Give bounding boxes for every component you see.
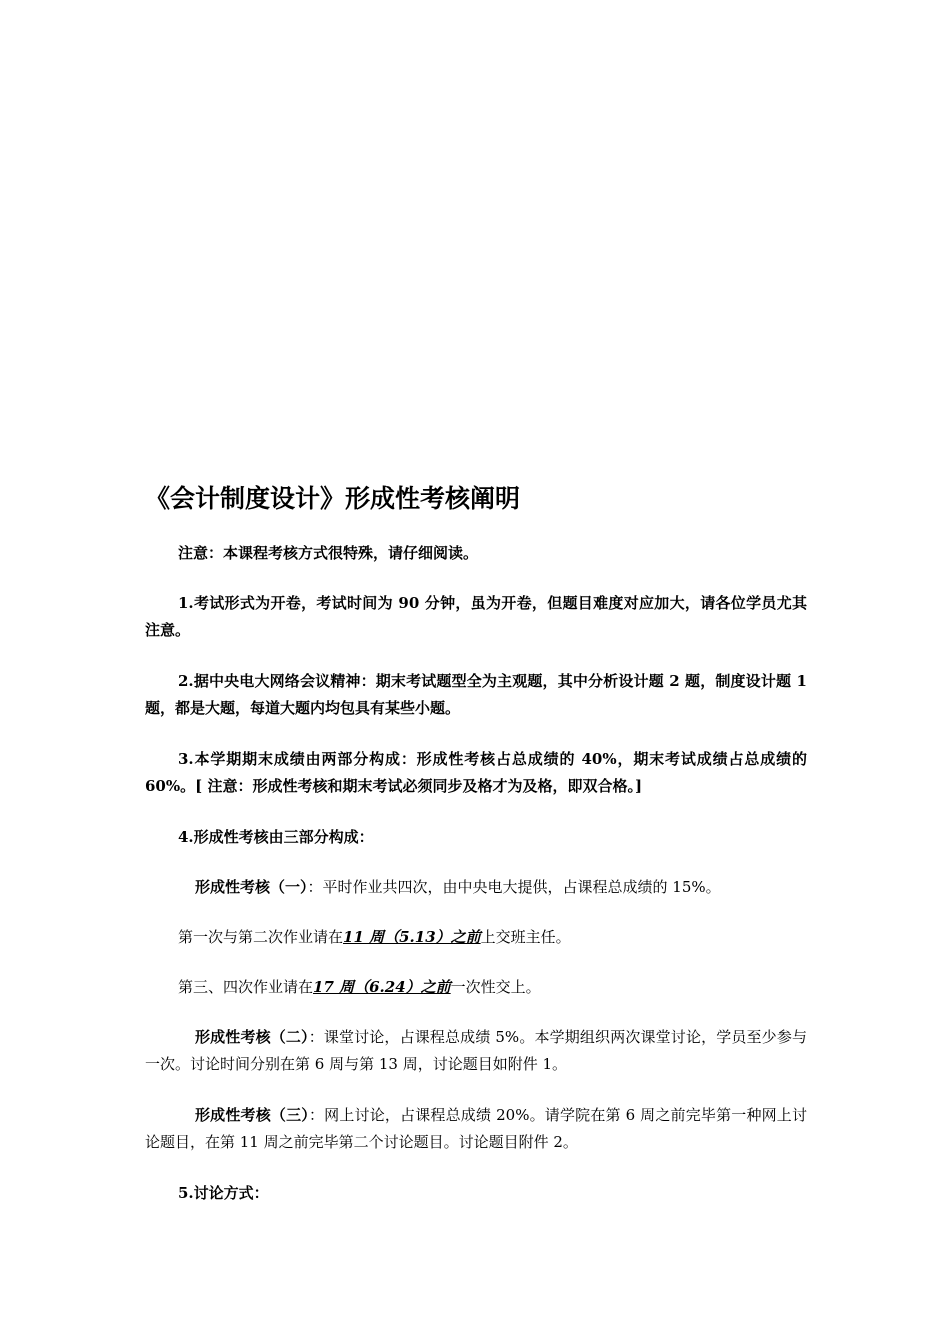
homework-3-4-suffix: 一次性交上。: [450, 978, 541, 996]
part-3-label: 形成性考核（三）: [195, 1106, 309, 1124]
item-4-paragraph: 4.形成性考核由三部分构成：: [178, 828, 374, 846]
part-2-text: ：课堂讨论，占课程总成绩 5%。本学期组织两次课堂讨论，学员至少参与一次。讨论时间分别在第 6 周与第 13 周，讨论题目如附件 1。: [145, 1028, 807, 1073]
notice-paragraph: 注意：本课程考核方式很特殊，请仔细阅读。: [178, 544, 479, 562]
part-3-text: ：网上讨论，占课程总成绩 20%。请学院在第 6 周之前完毕第一种网上讨论题目，在第 11 周之前完毕第二个讨论题目。讨论题目附件 2。: [145, 1106, 807, 1151]
part-1-text: ：平时作业共四次，由中央电大提供，占课程总成绩的 15%。: [307, 878, 721, 896]
homework-1-2-paragraph: [145, 924, 807, 951]
part-3-paragraph: [145, 1102, 807, 1156]
homework-1-2-deadline: 11 周（5.13）之前: [343, 928, 481, 946]
document-title: 《会计制度设计》形成性考核阐明: [145, 484, 521, 513]
homework-3-4-paragraph: [145, 974, 807, 1001]
homework-1-2-suffix: 上交班主任。: [480, 928, 571, 946]
item-2-paragraph: 2.据中央电大网络会议精神：期末考试题型全为主观题，其中分析设计题 2 题，制度设计题 1 题，都是大题，每道大题内均包具有某些小题。: [145, 672, 807, 717]
item-3-paragraph: 3.本学期期末成绩由两部分构成：形成性考核占总成绩的 40%，期末考试成绩占总成绩的 60%。[ 注意：形成性考核和期末考试必须同步及格才为及格，即双合格。]: [145, 750, 807, 795]
part-2-paragraph: [145, 1024, 807, 1078]
item-1-paragraph: 1.考试形式为开卷，考试时间为 90 分钟，虽为开卷，但题目难度对应加大，请各位学员尤其注意。: [145, 594, 807, 639]
homework-3-4-prefix: 第三、四次作业请在: [178, 978, 314, 996]
part-2-label: 形成性考核（二）: [195, 1028, 309, 1046]
part-1-paragraph: [145, 874, 807, 901]
part-1-label: 形成性考核（一）: [195, 878, 308, 896]
item-5-paragraph: 5.讨论方式：: [178, 1184, 269, 1202]
homework-1-2-prefix: 第一次与第二次作业请在: [178, 928, 344, 946]
homework-3-4-deadline: 17 周（6.24）之前: [313, 978, 451, 996]
